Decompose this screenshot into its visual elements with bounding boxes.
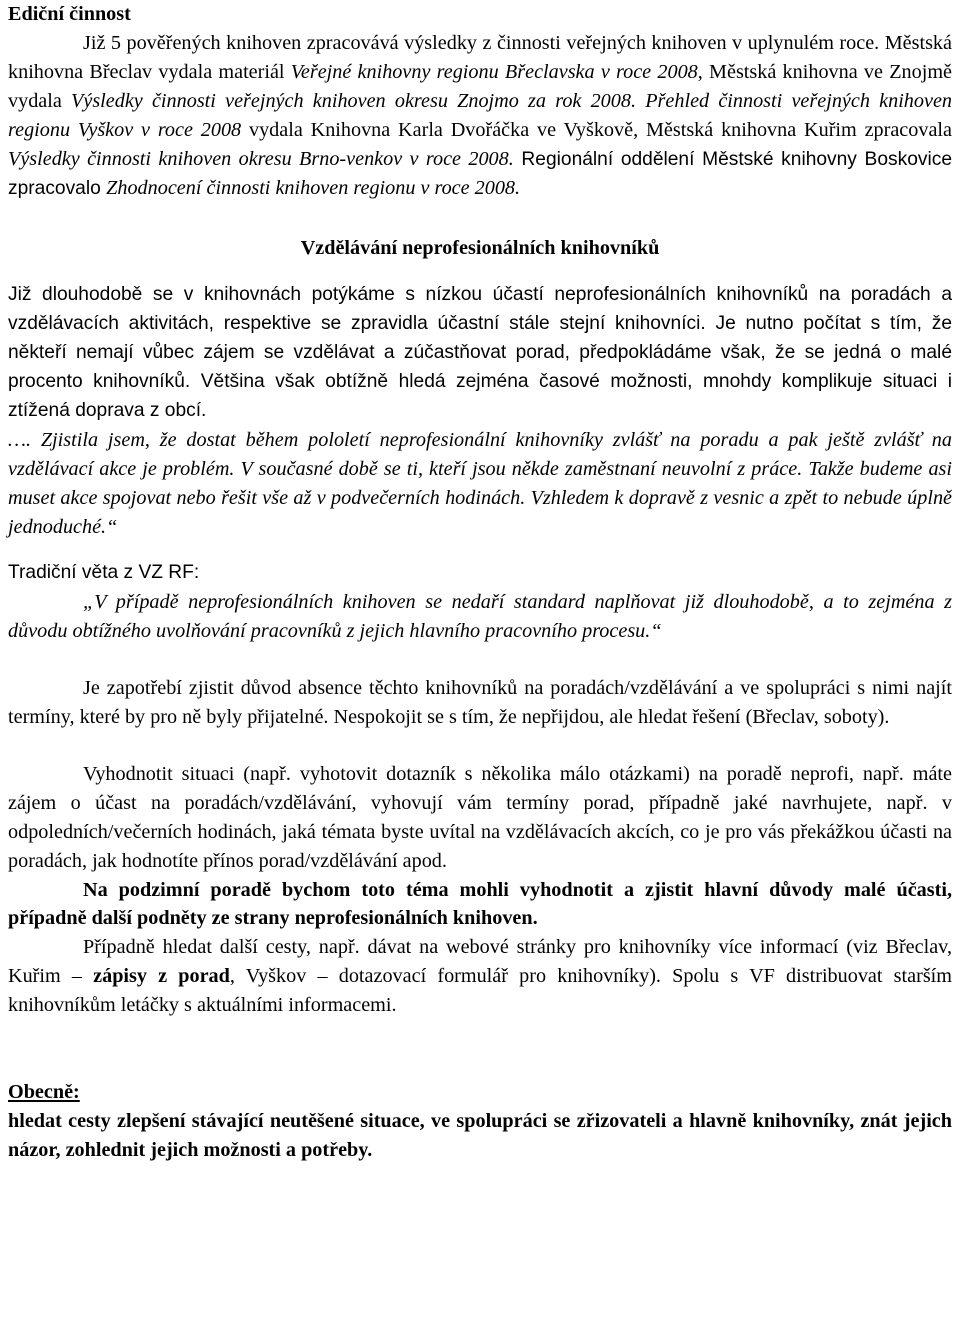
edicni-paragraph (8, 29, 952, 204)
edicni-text-g: Regionální oddělení Městské knihovny Boskovice zpracovalo (8, 148, 953, 200)
obecne-paragraph: hledat cesty zlepšení stávající neutěšené situace, ve spolupráci se zřizovateli a hlavně knihovníky, znát jejich názor, zohlednit jejich možnosti a potřeby. (8, 1110, 952, 1161)
pripadne-text-c: , Vyškov – dotazovací formulář pro knihovníky). Spolu s VF distribuovat starším knihovníkům letáčky s aktuálními informacemi. (8, 965, 952, 1017)
edicni-title-brno-venkov: Výsledky činnosti knihoven okresu Brno-venkov v roce 2008. (8, 147, 514, 170)
obecne-heading-text: Obecně: (8, 1081, 80, 1104)
edicni-title-znojmo-vyskov: Výsledky činnosti veřejných knihoven okresu Znojmo za rok 2008. Přehled činnosti veřejných knihoven regionu Vyškov v roce 2008 (8, 89, 953, 141)
edicni-title-breclav: Veřejné knihovny regionu Břeclavska v roce 2008 (290, 60, 698, 83)
paragraph-pripadne (8, 933, 952, 1020)
pripadne-zapisy-z-porad: zápisy z porad (93, 965, 230, 988)
paragraph-zapotrebi: Je zapotřebí zjistit důvod absence těchto knihovníků na poradách/vzdělávání a ve spolupráci s nimi najít termíny, které by pro ně byly přijatelné. Nespokojit se s tím, že nepřijdou, ale hledat řešení (Břeclav, soboty). (8, 677, 952, 729)
tradicni-veta-quote: „V případě neprofesionálních knihoven se nedaří standard naplňovat již dlouhodobě, a to zejména z důvodu obtížného uvolňování pracovníků z jejich hlavního pracovního procesu.“ (8, 591, 952, 643)
section-heading-obecne (8, 1078, 952, 1107)
paragraph-vyhodnotit: Vyhodnotit situaci (např. vyhotovit dotazník s několika málo otázkami) na poradě neprofi, např. máte zájem o účast na poradách/vzdělávání, vyhovují vám termíny porad, případně jaké navrhujete, např. v odpoledních/večerních hodinách, jaká témata byste uvítal na vzdělávacích akcích, co je pro vás překážkou účasti na poradách, jak hodnotíte přínos porad/vzdělávání apod. (8, 762, 952, 872)
section-heading-vzdelavani: Vzdělávání neprofesionálních knihovníků (300, 237, 660, 260)
edicni-text-a: Již 5 pověřených knihoven zpracovává výsledky z činnosti veřejných knihoven v uplynulém roce. Městská knihovna Břeclav vydala materiál (8, 31, 952, 83)
paragraph-podzimni-porada: Na podzimní poradě bychom toto téma mohli vyhodnotit a zjistit hlavní důvody malé účasti, případně další podněty ze strany neprofesionálních knihoven. (8, 878, 952, 930)
edicni-title-boskovice: Zhodnocení činnosti knihoven regionu v roce 2008. (106, 177, 521, 200)
section-heading-edicni: Ediční činnost (8, 3, 131, 25)
edicni-text-e: vydala Knihovna Karla Dvořáčka ve Vyškově, Městská knihovna Kuřim zpracovala (241, 118, 952, 141)
vzdelavani-paragraph-1: Již dlouhodobě se v knihovnách potýkáme s nízkou účastí neprofesionálních knihovníků na poradách a vzdělávacích aktivitách, respektive se zpravidla účastní stále stejní knihovníci. Je nutno počítat s tím, že někteří nemají vůbec zájem se vzdělávat a zúčastňovat porad, předpokládáme však, že se jedná o malé procento knihovníků. Většina však obtížně hledá zejména časové možnosti, mnohdy komplikuje situaci i ztížená doprava z obcí. (8, 284, 952, 421)
pripadne-text-a: Případně hledat další cesty, např. dávat na webové stránky pro knihovníky více informací (viz Břeclav, Kuřim – (8, 936, 952, 988)
vzdelavani-quote: …. Zjistila jsem, že dostat během pololetí neprofesionální knihovníky zvlášť na poradu a pak ještě zvlášť na vzdělávací akce je problém. V současné době se ti, kteří jsou někde zaměstnaní neuvolní z práce. Takže budeme asi muset akce spojovat nebo řešit vše až v podvečerních hodinách. Vzhledem k dopravě z vesnic a zpět to nebude úplně jednoduché.“ (8, 428, 952, 538)
tradicni-veta-label: Tradiční věta z VZ RF: (8, 562, 200, 584)
edicni-text-c: , Městská knihovna ve Znojmě vydala (8, 60, 952, 112)
